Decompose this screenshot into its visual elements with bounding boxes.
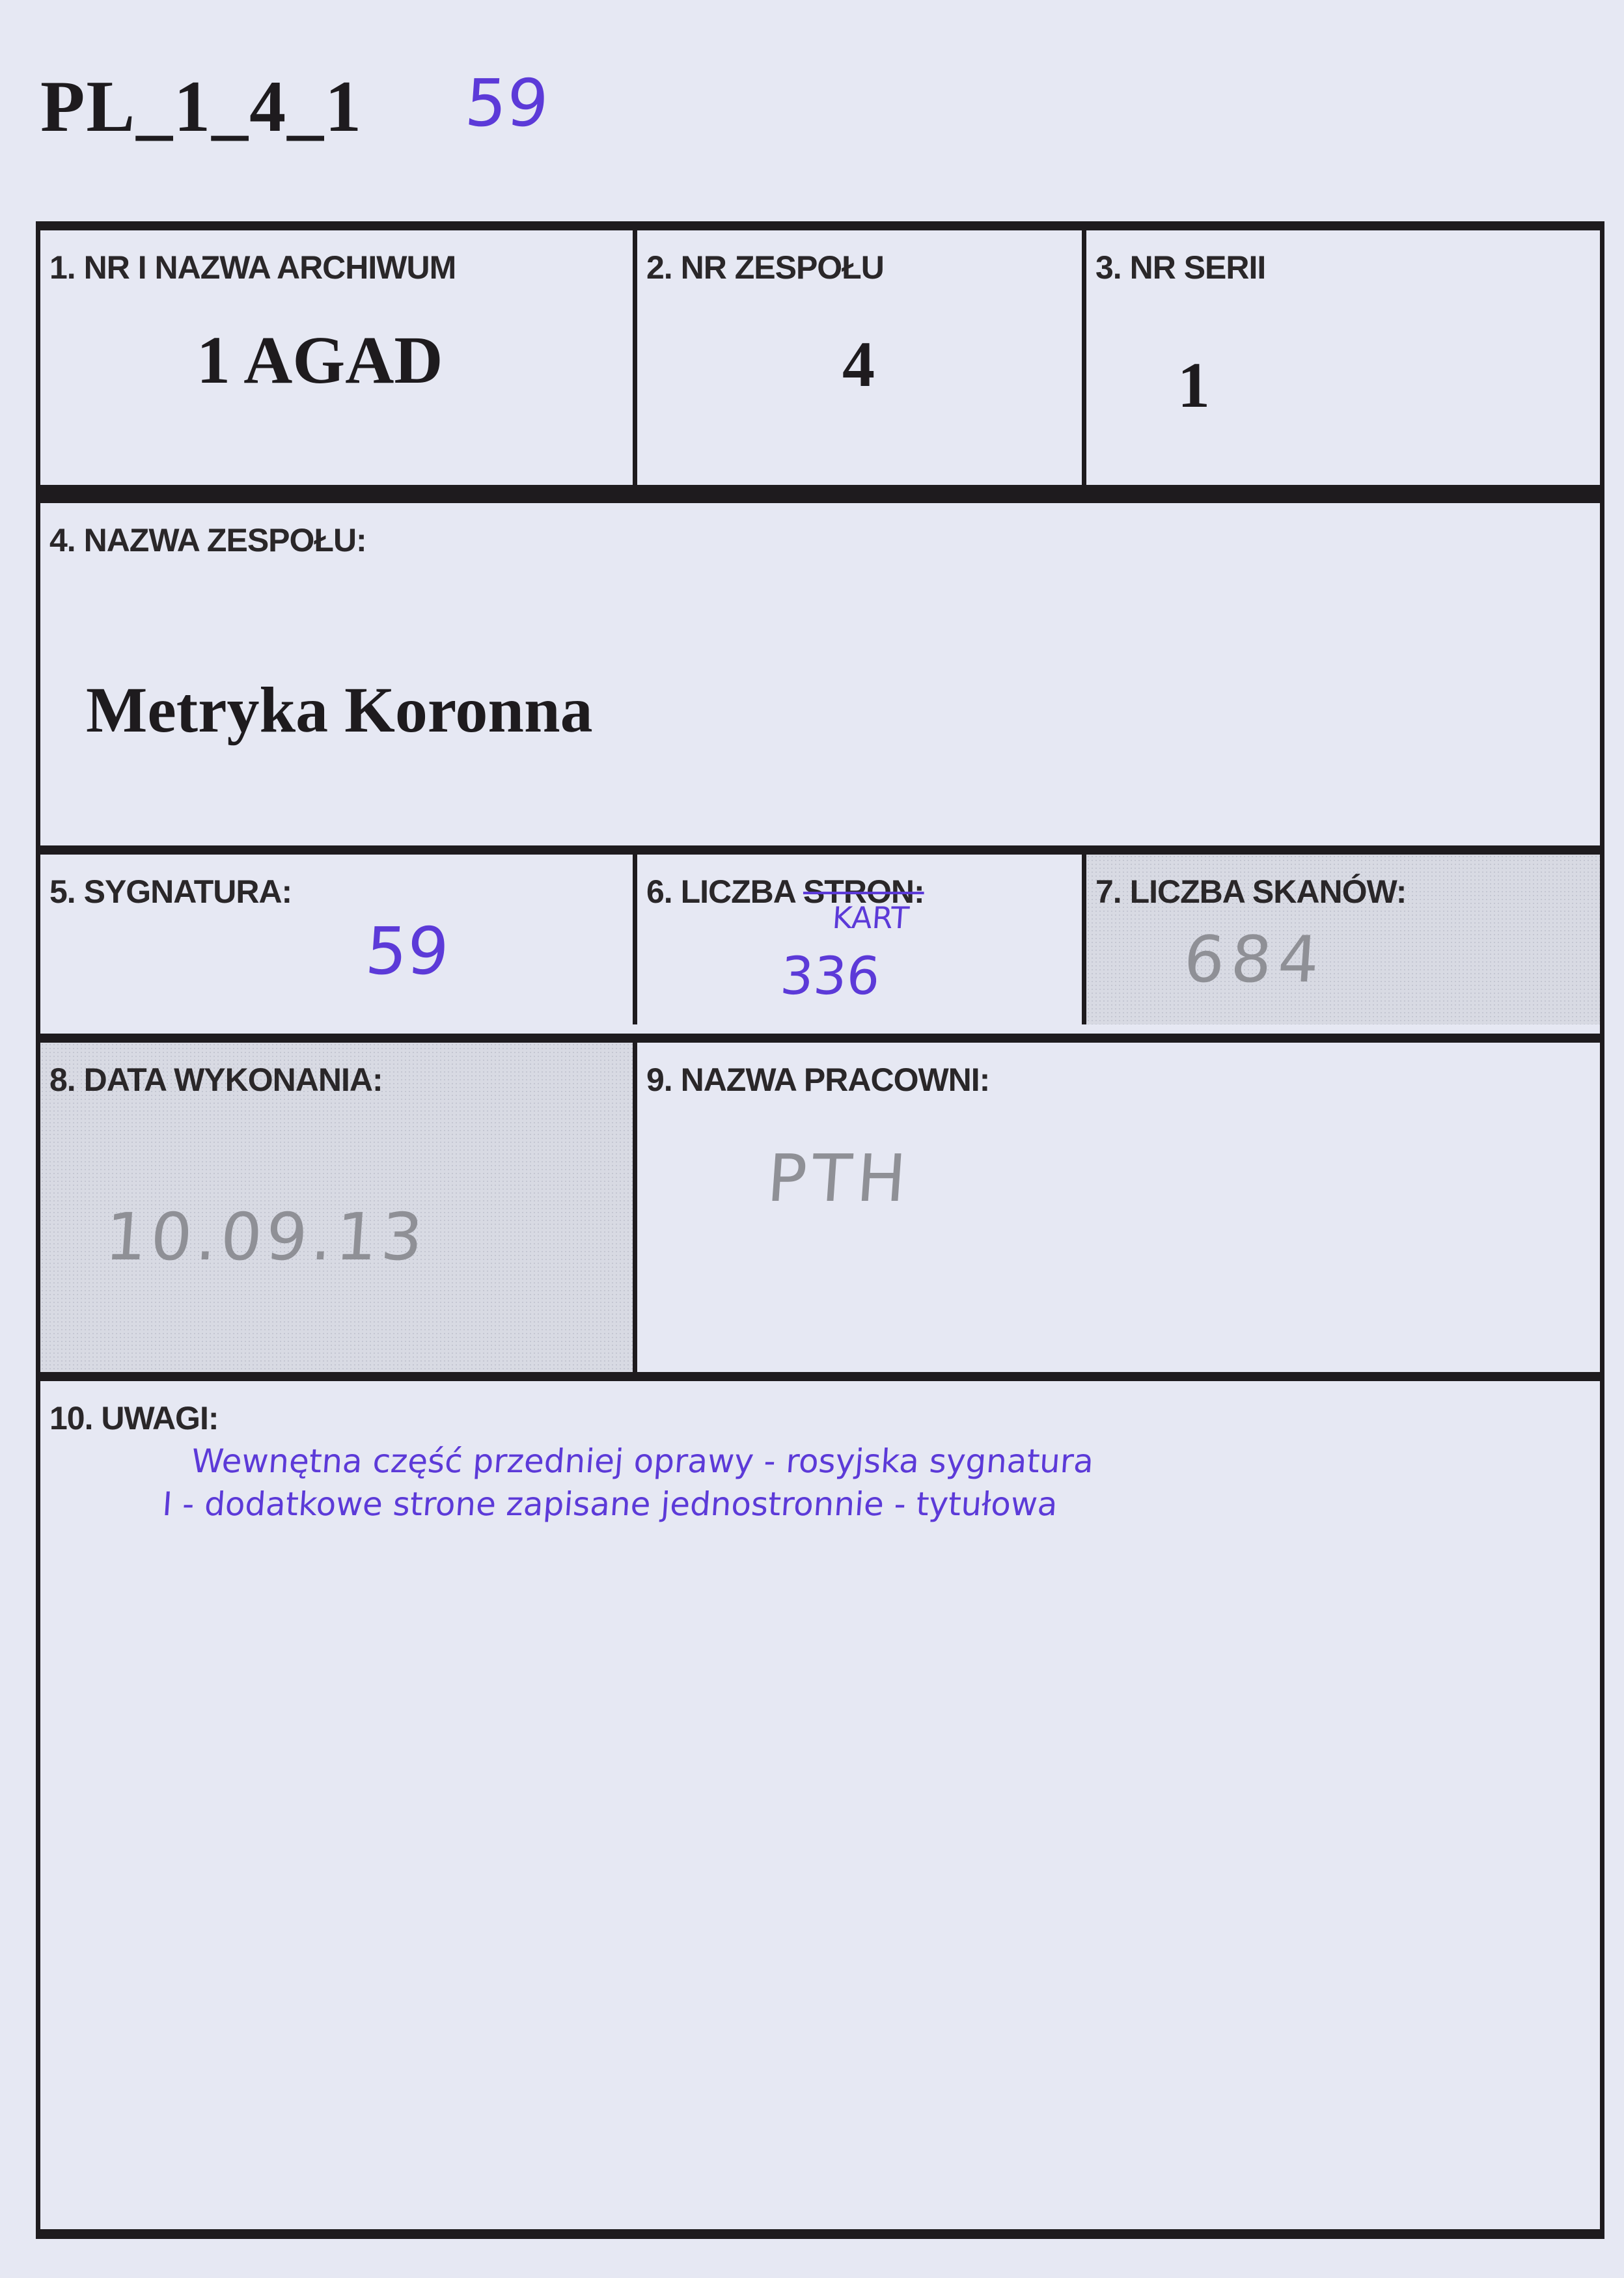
field-signature xyxy=(40,855,633,1024)
form-row-counts xyxy=(40,845,1600,1024)
field-remarks-label: 10. UWAGI: xyxy=(49,1400,219,1436)
field-date-value: 10.09.13 xyxy=(102,1199,430,1275)
remarks-line: I - dodatkowe strone zapisane jednostronnie - tytułowa xyxy=(161,1485,1059,1523)
field-remarks xyxy=(40,1381,1600,2229)
field-page-count xyxy=(633,855,1082,1024)
field-fonds-name-value: Metryka Koronna xyxy=(86,674,593,746)
form-row-remarks xyxy=(40,1372,1600,2229)
field-series-number-label: 3. NR SERII xyxy=(1095,249,1266,286)
volume-number-handwritten: 59 xyxy=(462,65,551,141)
label-struck-word: STRON: xyxy=(803,873,924,910)
form-row-identifiers xyxy=(40,230,1600,494)
label-prefix: 6. LICZBA xyxy=(646,873,795,910)
field-fonds-number xyxy=(633,230,1082,485)
field-date xyxy=(40,1043,633,1372)
field-fonds-number-value: 4 xyxy=(842,328,875,400)
field-workshop-label: 9. NAZWA PRACOWNI: xyxy=(646,1062,990,1098)
field-fonds-name xyxy=(40,503,1600,827)
field-archive xyxy=(40,230,633,485)
field-fonds-number-label: 2. NR ZESPOŁU xyxy=(646,249,884,286)
field-signature-label: 5. SYGNATURA: xyxy=(49,873,292,910)
field-scan-count-label: 7. LICZBA SKANÓW: xyxy=(1095,873,1407,910)
field-workshop-value: PTH xyxy=(764,1140,914,1216)
field-scan-count-value: 684 xyxy=(1181,923,1328,997)
field-date-label: 8. DATA WYKONANIA: xyxy=(49,1062,383,1098)
scan-metadata-form xyxy=(36,221,1604,2239)
form-row-fonds-name xyxy=(40,494,1600,827)
field-fonds-name-label: 4. NAZWA ZESPOŁU: xyxy=(49,522,366,558)
field-archive-label: 1. NR I NAZWA ARCHIWUM xyxy=(49,249,456,286)
field-series-number-value: 1 xyxy=(1177,349,1210,421)
field-signature-value: 59 xyxy=(363,913,452,989)
remarks-line: Wewnętna część przedniej oprawy - rosyjska sygnatura xyxy=(190,1442,1095,1480)
field-series-number xyxy=(1082,230,1600,485)
field-scan-count xyxy=(1082,855,1600,1024)
form-row-date-workshop xyxy=(40,1034,1600,1372)
form-code: PL_1_4_1 xyxy=(40,66,363,147)
field-remarks-value xyxy=(161,1440,1095,1526)
field-workshop xyxy=(633,1043,1600,1372)
label-correction-handwritten: KART xyxy=(831,900,911,935)
field-page-count-value: 336 xyxy=(778,946,882,1006)
field-archive-value: 1 AGAD xyxy=(197,323,443,398)
